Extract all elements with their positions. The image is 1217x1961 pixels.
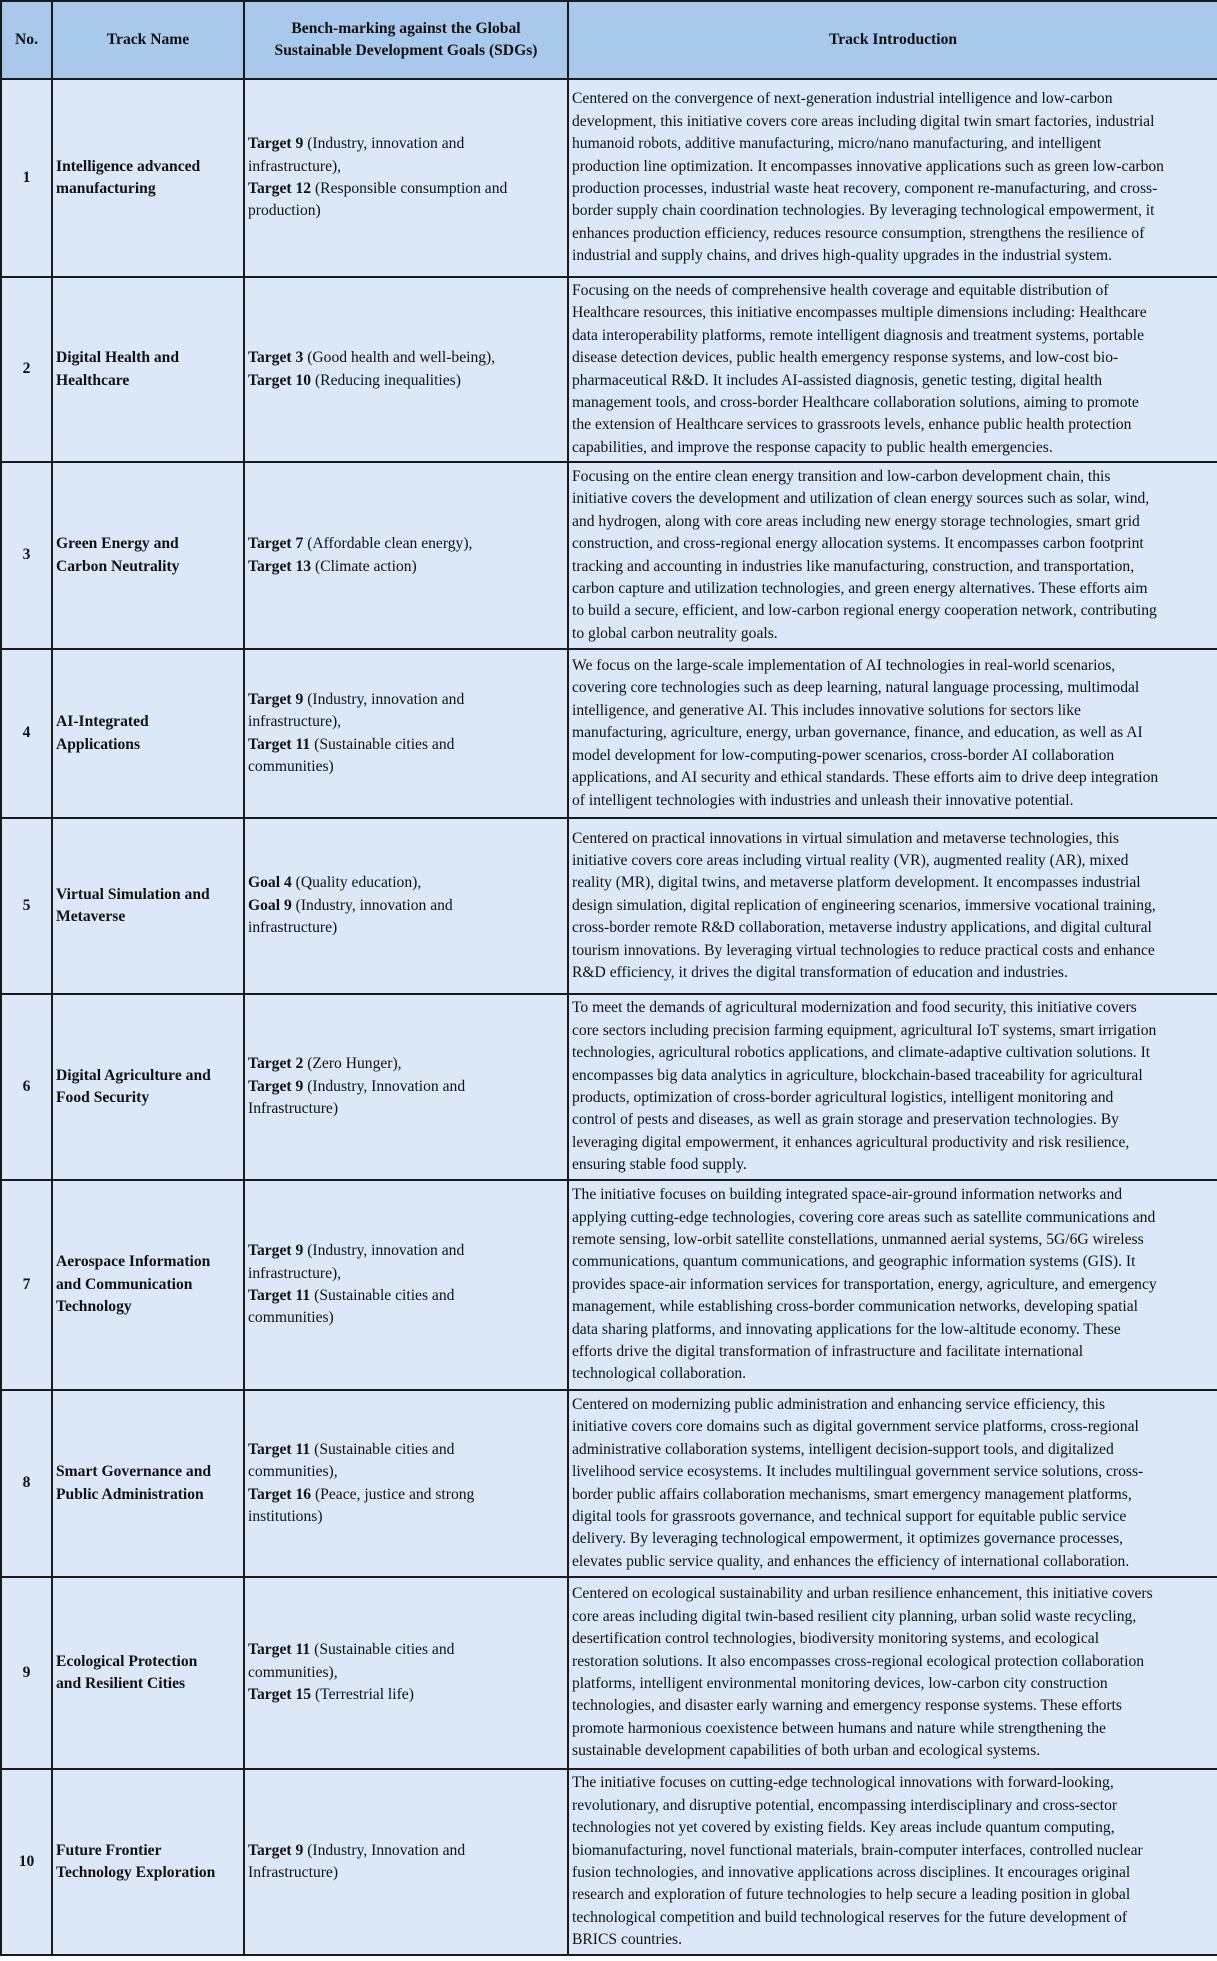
track-name <box>52 1390 244 1577</box>
header-row <box>1 1 1217 79</box>
introduction-line: core areas including digital twin-based resilient city planning, urban solid waste recycling, <box>572 1607 1137 1625</box>
sdg-line <box>248 1461 564 1483</box>
introduction-line: management tools, and cross-border Healthcare collaboration solutions, aiming to promote <box>572 393 1139 411</box>
track-name-line: Ecological Protection <box>56 1652 198 1670</box>
table-row <box>1 649 1217 818</box>
introduction-line: Healthcare resources, this initiative encompasses multiple dimensions including: Healthcare <box>572 304 1147 322</box>
sdg-target-description: (Sustainable cities and <box>310 735 455 753</box>
sdg-target-label: Target 11 <box>248 735 311 753</box>
introduction-line: pharmaceutical R&D. It includes AI-assisted diagnosis, genetic testing, digital health <box>572 371 1103 389</box>
introduction-line: manufacturing, agriculture, energy, urban governance, finance, and education, as well as AI <box>572 724 1143 742</box>
introduction-line: management, while establishing cross-border communication networks, developing spatial <box>572 1298 1138 1316</box>
sdg-line <box>248 1307 564 1329</box>
introduction-line: Centered on modernizing public administration and enhancing service efficiency, this <box>572 1395 1106 1413</box>
sdg-target-label: Target 13 <box>248 557 312 575</box>
sdg-targets <box>244 994 568 1180</box>
introduction-line: fusion technologies, and innovative applications across disciplines. It encourages original <box>572 1864 1131 1881</box>
sdg-line <box>248 556 564 578</box>
sdg-target-description: communities) <box>248 757 334 775</box>
sdg-target-description: (Good health and well-being), <box>303 349 496 367</box>
introduction-line: capabilities, and improve the response capacity to public health emergencies. <box>572 438 1053 456</box>
table-row <box>1 1577 1217 1769</box>
sdg-line <box>248 1684 564 1706</box>
introduction-line: desertification control technologies, biodiversity monitoring systems, and ecological <box>572 1630 1100 1648</box>
sdg-line <box>248 200 564 222</box>
track-name <box>52 1180 244 1390</box>
introduction-line: digital tools for grassroots governance, and technical support for equitable public service <box>572 1507 1127 1525</box>
introduction-line: carbon capture and utilization technologies, and green energy alternatives. These efforts aim <box>572 579 1148 597</box>
sdg-target-label: Target 9 <box>248 1841 304 1859</box>
introduction-line: sustainable development capabilities of both urban and ecological systems. <box>572 1742 1041 1760</box>
row-number: 5 <box>1 818 52 994</box>
introduction-line: to build a secure, efficient, and low-carbon regional energy cooperation network, contributing <box>572 602 1157 620</box>
introduction-line: leveraging digital empowerment, it enhances agricultural productivity and risk resilience, <box>572 1133 1130 1151</box>
sdg-target-label: Target 16 <box>248 1485 312 1503</box>
sdg-targets <box>244 462 568 649</box>
introduction-line: restoration solutions. It also encompasses cross-regional ecological protection collaboration <box>572 1652 1145 1670</box>
sdg-target-description: communities), <box>248 1463 338 1481</box>
sdg-line <box>248 1076 564 1098</box>
introduction-line: technologies, and disaster early warning and emergency response systems. These efforts <box>572 1697 1122 1715</box>
introduction-line: R&D efficiency, it drives the digital transformation of education and industries. <box>572 964 1068 982</box>
row-number: 4 <box>1 649 52 818</box>
sdg-line <box>248 1639 564 1661</box>
sdg-targets <box>244 277 568 462</box>
header-track-name: Track Name <box>52 1 244 79</box>
sdg-target-description: communities) <box>248 1309 334 1327</box>
sdg-line <box>248 156 564 178</box>
track-name-line: Healthcare <box>56 371 130 389</box>
introduction-line: To meet the demands of agricultural modernization and food security, this initiative covers <box>572 999 1137 1017</box>
header-track-introduction: Track Introduction <box>568 1 1217 79</box>
introduction-line: to global carbon neutrality goals. <box>572 624 778 642</box>
introduction-line: BRICS countries. <box>572 1931 683 1949</box>
sdg-target-description: institutions) <box>248 1507 323 1525</box>
introduction-line: delivery. By leveraging technological empowerment, it optimizes governance processes, <box>572 1530 1124 1548</box>
introduction-line: technological collaboration. <box>572 1365 747 1383</box>
introduction-line: remote sensing, low-orbit satellite constellations, unmanned aerial systems, 5G/6G wireless <box>572 1230 1144 1248</box>
sdg-target-description: (Sustainable cities and <box>310 1641 455 1659</box>
introduction-line: production line optimization. It encompasses innovative applications such as green low-carbon <box>572 157 1164 175</box>
introduction-line: initiative covers core areas including virtual reality (VR), augmented reality (AR), mixed <box>572 851 1129 869</box>
sdg-line <box>248 178 564 200</box>
sdg-targets <box>244 1577 568 1769</box>
sdg-line <box>248 689 564 711</box>
introduction-line: humanoid robots, additive manufacturing, micro/nano manufacturing, and intelligent <box>572 135 1102 153</box>
track-introduction <box>568 649 1217 818</box>
sdg-target-label: Target 7 <box>248 535 304 553</box>
sdg-target-label: Target 9 <box>248 1077 304 1095</box>
introduction-line: of intelligent technologies with industries and unleash their innovative potential. <box>572 791 1074 809</box>
introduction-line: Focusing on the needs of comprehensive health coverage and equitable distribution of <box>572 281 1109 299</box>
row-number: 6 <box>1 994 52 1180</box>
table-row <box>1 818 1217 994</box>
sdg-targets <box>244 1769 568 1955</box>
introduction-line: Centered on ecological sustainability and urban resilience enhancement, this initiative covers <box>572 1585 1153 1603</box>
sdg-target-description: Infrastructure) <box>248 1100 339 1118</box>
introduction-line: model development for low-computing-power scenarios, cross-border AI collaboration <box>572 746 1115 764</box>
track-name-line: Intelligence advanced <box>56 157 201 175</box>
track-name-line: Digital Health and <box>56 349 180 367</box>
sdg-line <box>248 917 564 939</box>
sdg-target-description: infrastructure), <box>248 713 342 731</box>
row-number: 9 <box>1 1577 52 1769</box>
introduction-line: We focus on the large-scale implementation of AI technologies in real-world scenarios, <box>572 657 1116 675</box>
sdg-target-description: (Quality education), <box>291 874 422 892</box>
introduction-line: enhances production efficiency, reduces resource consumption, strengthens the resilience of <box>572 224 1145 242</box>
sdg-target-description: (Industry, innovation and <box>303 690 465 708</box>
introduction-line: the extension of Healthcare services to grassroots levels, enhance public health protection <box>572 416 1132 434</box>
table-row <box>1 277 1217 462</box>
introduction-line: The initiative focuses on cutting-edge technological innovations with forward-looking, <box>572 1774 1114 1792</box>
introduction-line: communications, quantum communications, and geographic information systems (GIS). It <box>572 1253 1136 1271</box>
track-introduction <box>568 1390 1217 1577</box>
track-introduction <box>568 79 1217 277</box>
sdg-target-description: Infrastructure) <box>248 1864 339 1881</box>
sdg-target-label: Goal 9 <box>248 896 292 914</box>
sdg-targets <box>244 1390 568 1577</box>
header-no: No. <box>1 1 52 79</box>
table-row <box>1 79 1217 277</box>
sdg-target-description: (Industry, innovation and <box>291 896 453 914</box>
introduction-line: control of pests and diseases, as well as grain storage and preservation technologies. By <box>572 1111 1119 1129</box>
sdg-line <box>248 1439 564 1461</box>
introduction-line: promote harmonious coexistence between humans and nature while strengthening the <box>572 1719 1106 1737</box>
introduction-line: border public affairs collaboration mechanisms, smart emergency management platforms, <box>572 1485 1132 1503</box>
track-name <box>52 1577 244 1769</box>
sdg-target-description: infrastructure) <box>248 919 338 937</box>
track-name <box>52 818 244 994</box>
sdg-line <box>248 734 564 756</box>
track-introduction <box>568 818 1217 994</box>
sdg-line <box>248 1840 564 1862</box>
sdg-target-label: Target 11 <box>248 1641 311 1659</box>
track-name-line: Carbon Neutrality <box>56 557 180 575</box>
track-name-line: Aerospace Information <box>56 1253 211 1271</box>
introduction-line: tourism innovations. By leveraging virtual technologies to reduce practical costs and enhance <box>572 941 1155 959</box>
introduction-line: Centered on the convergence of next-generation industrial intelligence and low-carbon <box>572 90 1113 108</box>
track-name-line: Food Security <box>56 1089 150 1106</box>
sdg-line <box>248 1506 564 1528</box>
introduction-line: elevates public service quality, and enhances the efficiency of international collaboration. <box>572 1552 1130 1570</box>
track-name-line: and Resilient Cities <box>56 1675 186 1692</box>
track-name-line: Future Frontier <box>56 1841 162 1859</box>
sdg-target-label: Target 2 <box>248 1055 304 1073</box>
track-introduction <box>568 1180 1217 1390</box>
introduction-line: technologies, agricultural robotics applications, and climate-adaptive cultivation solutions. It <box>572 1044 1151 1062</box>
sdg-line <box>248 1263 564 1285</box>
introduction-line: development, this initiative covers core areas including digital twin smart factories, industrial <box>572 112 1155 130</box>
sdg-target-label: Target 3 <box>248 349 304 367</box>
track-name <box>52 1769 244 1955</box>
sdg-line <box>248 1240 564 1262</box>
sdg-target-description: (Climate action) <box>311 557 417 575</box>
table-row <box>1 1769 1217 1955</box>
sdg-line <box>248 533 564 555</box>
introduction-line: applying cutting-edge technologies, covering core areas such as satellite communications and <box>572 1208 1156 1226</box>
sdg-target-label: Target 9 <box>248 135 304 153</box>
sdg-target-description: (Peace, justice and strong <box>311 1485 475 1503</box>
row-number: 10 <box>1 1769 52 1955</box>
track-name-line: and Communication <box>56 1275 193 1293</box>
sdg-target-description: communities), <box>248 1663 338 1681</box>
sdg-target-description: (Affordable clean energy), <box>303 535 473 553</box>
sdg-line <box>248 1053 564 1075</box>
introduction-line: initiative covers the development and utilization of clean energy sources such as solar, wind, <box>572 490 1150 508</box>
introduction-line: tracking and accounting in industries like manufacturing, construction, and transportation, <box>572 557 1135 575</box>
sdg-target-description: (Sustainable cities and <box>310 1287 455 1304</box>
sdg-target-label: Goal 4 <box>248 874 292 892</box>
table-row <box>1 994 1217 1180</box>
track-introduction <box>568 1769 1217 1955</box>
track-name-line: manufacturing <box>56 180 156 197</box>
introduction-line: products, optimization of cross-border agricultural logistics, intelligent monitoring and <box>572 1089 1114 1106</box>
introduction-line: disease detection devices, public health emergency response systems, and low-cost bio- <box>572 349 1119 367</box>
track-introduction <box>568 462 1217 649</box>
sdg-line <box>248 1285 564 1307</box>
track-name <box>52 462 244 649</box>
header-sdg-line: Bench-marking against the Global <box>291 19 521 37</box>
sdg-targets <box>244 818 568 994</box>
sdg-targets <box>244 1180 568 1390</box>
introduction-line: intelligence, and generative AI. This includes innovative solutions for sectors like <box>572 701 1081 719</box>
sdg-target-description: (Terrestrial life) <box>311 1686 414 1704</box>
track-name-line: Metaverse <box>56 908 126 925</box>
sdg-line <box>248 133 564 155</box>
introduction-line: provides space-air information services for transportation, energy, agriculture, and emergency <box>572 1275 1157 1293</box>
introduction-line: data interoperability platforms, remote intelligent diagnosis and treatment systems, portable <box>572 326 1145 344</box>
introduction-line: core sectors including precision farming equipment, agricultural IoT systems, smart irrigation <box>572 1021 1157 1039</box>
sdg-line <box>248 1484 564 1506</box>
sdg-target-description: production) <box>248 202 321 220</box>
sdg-line <box>248 1662 564 1684</box>
track-name-line: Applications <box>56 735 141 753</box>
sdg-line <box>248 347 564 369</box>
table-row <box>1 1180 1217 1390</box>
track-name-line: Digital Agriculture and <box>56 1066 211 1084</box>
introduction-line: production processes, industrial waste heat recovery, component re-manufacturing, and cross- <box>572 180 1158 197</box>
track-name <box>52 79 244 277</box>
introduction-line: ensuring stable food supply. <box>572 1156 747 1174</box>
sdg-target-label: Target 9 <box>248 690 304 708</box>
introduction-line: technological competition and build technological reserves for the future development of <box>572 1908 1128 1926</box>
header-sdg <box>244 1 568 79</box>
sdg-line <box>248 1862 564 1884</box>
introduction-line: Focusing on the entire clean energy transition and low-carbon development chain, this <box>572 467 1111 485</box>
sdg-targets <box>244 649 568 818</box>
track-introduction <box>568 994 1217 1180</box>
sdg-target-label: Target 15 <box>248 1686 312 1704</box>
introduction-line: and hydrogen, along with core areas including new energy storage technologies, smart grid <box>572 512 1140 530</box>
introduction-line: encompasses big data analytics in agriculture, blockchain-based traceability for agricultural <box>572 1066 1143 1084</box>
track-introduction <box>568 1577 1217 1769</box>
introduction-line: biomanufacturing, novel functional materials, brain-computer interfaces, controlled nuclear <box>572 1841 1143 1859</box>
sdg-target-description: (Industry, innovation and <box>303 135 465 153</box>
introduction-line: efforts drive the digital transformation of infrastructure and facilitate international <box>572 1343 1084 1361</box>
sdg-target-description: infrastructure), <box>248 1264 342 1282</box>
sdg-line <box>248 370 564 392</box>
introduction-line: revolutionary, and disruptive potential, encompassing interdisciplinary and cross-sector <box>572 1796 1118 1814</box>
table-row <box>1 1390 1217 1577</box>
sdg-target-description: (Zero Hunger), <box>303 1055 402 1073</box>
introduction-line: design simulation, digital replication of engineering scenarios, immersive vocational training, <box>572 896 1156 914</box>
introduction-line: industrial and supply chains, and drives high-quality upgrades in the industrial system. <box>572 247 1113 265</box>
introduction-line: reality (MR), digital twins, and metaverse platform development. It encompasses industrial <box>572 874 1141 892</box>
track-name-line: AI-Integrated <box>56 713 149 731</box>
sdg-line <box>248 756 564 778</box>
sdg-target-label: Target 12 <box>248 180 312 197</box>
sdg-target-label: Target 10 <box>248 371 312 389</box>
introduction-line: research and exploration of future technologies to help secure a leading position in global <box>572 1886 1131 1904</box>
track-name-line: Smart Governance and <box>56 1463 212 1481</box>
introduction-line: construction, and cross-regional energy allocation systems. It encompasses carbon footprint <box>572 535 1144 553</box>
row-number: 7 <box>1 1180 52 1390</box>
introduction-line: initiative covers core domains such as digital government service platforms, cross-regional <box>572 1418 1139 1436</box>
sdg-target-description: (Responsible consumption and <box>311 180 508 197</box>
track-name-line: Green Energy and <box>56 535 179 553</box>
track-name-line: Virtual Simulation and <box>56 885 210 903</box>
introduction-line: technologies not yet covered by existing fields. Key areas include quantum computing, <box>572 1819 1115 1837</box>
sdg-targets <box>244 79 568 277</box>
sdg-target-description: (Reducing inequalities) <box>311 371 461 389</box>
track-name-line: Public Administration <box>56 1485 204 1503</box>
sdg-line <box>248 895 564 917</box>
track-name-line: Technology <box>56 1298 132 1316</box>
row-number: 8 <box>1 1390 52 1577</box>
sdg-target-description: (Industry, Innovation and <box>303 1841 466 1859</box>
row-number: 2 <box>1 277 52 462</box>
track-name <box>52 994 244 1180</box>
track-introduction <box>568 277 1217 462</box>
row-number: 1 <box>1 79 52 277</box>
introduction-line: border supply chain coordination technologies. By leveraging technological empowerment, it <box>572 202 1155 220</box>
introduction-line: cross-border remote R&D collaboration, metaverse industry applications, and digital cultural <box>572 919 1152 937</box>
sdg-target-description: (Sustainable cities and <box>310 1440 455 1458</box>
introduction-line: The initiative focuses on building integrated space-air-ground information networks and <box>572 1186 1123 1204</box>
track-name <box>52 649 244 818</box>
sdg-line <box>248 1098 564 1120</box>
header-sdg-line: Sustainable Development Goals (SDGs) <box>274 42 538 59</box>
introduction-line: livelihood service ecosystems. It includes multilingual government service solutions, cross- <box>572 1463 1144 1481</box>
track-name-line: Technology Exploration <box>56 1864 216 1881</box>
table-row <box>1 462 1217 649</box>
sdg-target-label: Target 9 <box>248 1242 304 1260</box>
sdg-line <box>248 872 564 894</box>
sdg-target-description: (Industry, innovation and <box>303 1242 465 1260</box>
introduction-line: platforms, intelligent environmental monitoring devices, low-carbon city construction <box>572 1675 1108 1692</box>
introduction-line: applications, and AI security and ethical standards. These efforts aim to drive deep integration <box>572 769 1159 787</box>
sdg-line <box>248 711 564 733</box>
sdg-target-description: (Industry, Innovation and <box>303 1077 466 1095</box>
introduction-line: Centered on practical innovations in virtual simulation and metaverse technologies, this <box>572 829 1119 847</box>
sdg-target-label: Target 11 <box>248 1287 311 1304</box>
introduction-line: covering core technologies such as deep learning, natural language processing, multimodal <box>572 679 1140 697</box>
sdg-target-description: infrastructure), <box>248 157 342 175</box>
sdg-target-label: Target 11 <box>248 1440 311 1458</box>
row-number: 3 <box>1 462 52 649</box>
introduction-line: data sharing platforms, and innovating applications for the low-altitude economy. These <box>572 1320 1121 1338</box>
track-name <box>52 277 244 462</box>
introduction-line: administrative collaboration systems, intelligent decision-support tools, and digitalized <box>572 1440 1114 1458</box>
